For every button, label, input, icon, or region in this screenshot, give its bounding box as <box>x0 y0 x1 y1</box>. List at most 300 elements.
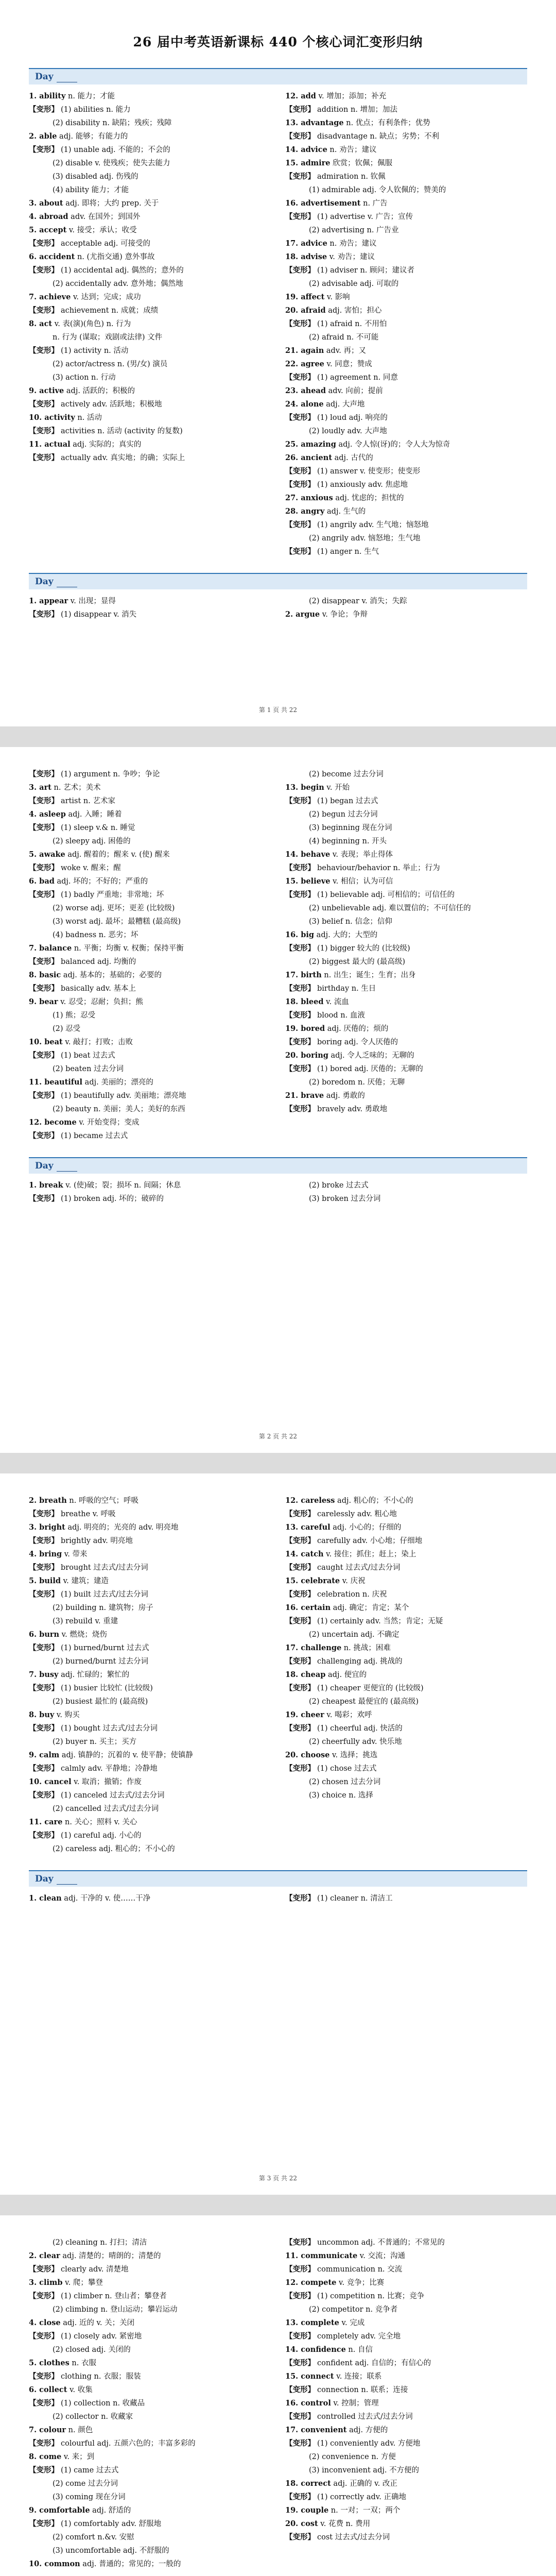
variant-text: (2) unbelievable adj. 难以置信的；不可信任的 <box>309 904 471 912</box>
variant-text: (2) advisable adj. 可取的 <box>309 280 399 288</box>
vocab-form-line <box>285 942 527 955</box>
variant-tag: 【变形】 <box>29 1764 59 1773</box>
headword: 6. accident <box>29 252 75 261</box>
column-right <box>285 2236 527 2571</box>
vocab-form-line <box>29 794 271 808</box>
variant-text: (2) chosen 过去分词 <box>309 1778 381 1786</box>
two-column-list <box>29 768 527 1143</box>
variant-text: (1) 熊；忍受 <box>53 1011 96 1020</box>
variant-text: actually adv. 真实地；的确；实际上 <box>61 454 185 462</box>
definition: v. 来；到 <box>61 2453 95 2461</box>
vocab-headword-line <box>29 1036 271 1049</box>
headword: 1. appear <box>29 597 68 605</box>
variant-text: (1) abilities n. 能力 <box>61 106 131 114</box>
vocab-form-line <box>29 170 271 183</box>
headword: 26. ancient <box>285 453 333 462</box>
vocab-form-line <box>29 1588 271 1601</box>
variant-tag: 【变形】 <box>29 2292 59 2300</box>
variant-tag: 【变形】 <box>285 1724 315 1733</box>
variant-text: blood n. 血液 <box>317 1011 365 1020</box>
vocab-headword-line <box>29 1116 271 1129</box>
vocab-headword-line <box>285 505 527 518</box>
headword: 10. common <box>29 2560 80 2568</box>
vocab-form-line <box>29 1129 271 1143</box>
variant-tag: 【变形】 <box>285 266 315 275</box>
vocab-form-line <box>285 1615 527 1628</box>
headword: 7. balance <box>29 944 72 953</box>
vocab-form-line <box>285 835 527 848</box>
vocab-form-line <box>285 768 527 781</box>
variant-tag: 【变形】 <box>285 1563 315 1572</box>
variant-text: completely adv. 完全地 <box>317 2332 401 2341</box>
variant-text: (1) admirable adj. 令人钦佩的；赞美的 <box>309 186 446 194</box>
variant-text: uncommon adj. 不普通的；不常见的 <box>317 2239 445 2247</box>
vocab-form-line <box>29 1842 271 1856</box>
variant-text: (2) burned/burnt 过去分词 <box>53 1657 149 1666</box>
vocab-form-line <box>29 2531 271 2544</box>
variant-tag: 【变形】 <box>285 413 315 422</box>
vocab-form-line <box>29 1802 271 1816</box>
page-number: 第 2 页 共 22 <box>258 1433 298 1440</box>
definition: adj. 近的 v. 关；关闭 <box>60 2319 135 2327</box>
vocab-headword-line <box>285 848 527 861</box>
headword: 9. calm <box>29 1751 60 1759</box>
vocab-form-line <box>29 1601 271 1615</box>
variant-tag: 【变形】 <box>285 547 315 556</box>
vocab-headword-line <box>29 2316 271 2330</box>
headword: 11. actual <box>29 440 71 449</box>
variant-text: brightly adv. 明亮地 <box>61 1537 133 1545</box>
variant-text: controlled 过去式/过去分词 <box>317 2413 413 2421</box>
variant-text: (3) rebuild v. 重建 <box>53 1617 118 1625</box>
headword: 18. correct <box>285 2479 331 2488</box>
vocab-form-line <box>285 478 527 492</box>
vocab-headword-line <box>285 384 527 398</box>
vocab-form-line <box>29 264 271 277</box>
vocab-form-line <box>29 398 271 411</box>
variant-text: (2) careless adj. 粗心的；不小心的 <box>53 1845 175 1853</box>
variant-tag: 【变形】 <box>29 796 59 805</box>
vocab-form-line <box>285 103 527 116</box>
variant-text: (2) comfort n.&v. 安慰 <box>53 2533 134 2541</box>
headword: 6. burn <box>29 1630 60 1639</box>
vocab-form-line <box>285 277 527 291</box>
vocab-form-line <box>285 1062 527 1076</box>
vocab-form-line <box>285 518 527 532</box>
definition: adv. 向前；提前 <box>325 387 383 395</box>
variant-text: clothing n. 衣服；服装 <box>61 2372 141 2381</box>
variant-text: (1) believable adj. 可相信的；可信任的 <box>317 891 455 899</box>
vocab-headword-line <box>285 90 527 103</box>
variant-tag: 【变形】 <box>285 1894 315 1903</box>
vocab-headword-line <box>29 2383 271 2397</box>
variant-text: (1) became 过去式 <box>61 1132 128 1140</box>
vocab-headword-line <box>285 2504 527 2517</box>
vocab-headword-line <box>29 1628 271 1641</box>
variant-text: (1) bought 过去式/过去分词 <box>61 1724 158 1733</box>
vocab-form-line <box>285 2437 527 2450</box>
variant-text: (1) activity n. 活动 <box>61 347 129 355</box>
definition: v. 流血 <box>323 998 349 1006</box>
variant-tag: 【变形】 <box>29 1051 59 1060</box>
vocab-form-line <box>29 835 271 848</box>
vocab-form-line <box>29 237 271 250</box>
day-label: Day <box>35 72 54 82</box>
variant-text: (2) beaten 过去分词 <box>53 1065 124 1073</box>
vocab-headword-line <box>29 2357 271 2370</box>
headword: 3. bright <box>29 1523 65 1532</box>
variant-tag: 【变形】 <box>285 172 315 181</box>
vocab-form-line <box>29 982 271 995</box>
definition: adj. 即将；大约 prep. 关于 <box>63 199 159 208</box>
definition: adj. 坏的；不好的；严重的 <box>54 877 148 886</box>
definition: v. 表(演)(角色) n. 行为 <box>52 320 131 328</box>
vocab-form-line <box>29 157 271 170</box>
variant-tag: 【变形】 <box>29 1131 59 1140</box>
column-left <box>29 90 271 558</box>
definition: adj. 便宜的 <box>325 1671 367 1679</box>
vocab-form-line <box>29 143 271 157</box>
vocab-form-line <box>285 1722 527 1735</box>
headword: 14. advice <box>285 145 327 154</box>
variant-text: (2) advertising n. 广告业 <box>309 226 399 234</box>
definition: v. 接住；抓住；赶上；染上 <box>323 1550 416 1558</box>
headword: 19. cheer <box>285 1710 324 1719</box>
vocab-form-line <box>29 371 271 384</box>
variant-text: (1) collection n. 收藏品 <box>61 2399 145 2408</box>
vocab-form-line <box>29 1735 271 1749</box>
definition: v. 燃烧；烧伤 <box>59 1631 107 1639</box>
vocab-headword-line <box>29 438 271 451</box>
vocab-form-line <box>285 595 527 608</box>
variant-tag: 【变形】 <box>29 2519 59 2528</box>
headword: 5. build <box>29 1577 61 1585</box>
definition: adj. 基本的；基础的；必要的 <box>61 971 162 979</box>
vocab-form-line <box>285 1682 527 1695</box>
vocab-form-line <box>285 1655 527 1668</box>
two-column-list <box>29 595 527 621</box>
headword: 15. believe <box>285 877 331 886</box>
definition: v. 劝告；建议 <box>327 253 375 261</box>
headword: 21. brave <box>285 1091 324 1100</box>
vocab-form-line <box>285 1192 527 1206</box>
variant-tag: 【变形】 <box>29 823 59 832</box>
vocab-headword-line <box>29 1179 271 1192</box>
vocab-form-line <box>285 2464 527 2477</box>
definition: 欣赏；钦佩；佩服 <box>330 159 393 167</box>
variant-tag: 【变形】 <box>29 2399 59 2408</box>
variant-text: (1) disappear v. 消失 <box>61 611 137 619</box>
vocab-headword-line <box>29 1494 271 1507</box>
variant-text: (3) belief n. 信念；信仰 <box>309 918 392 926</box>
vocab-form-line <box>29 1049 271 1062</box>
vocab-form-line <box>285 130 527 143</box>
headword: 8. buy <box>29 1710 55 1719</box>
vocab-form-line <box>29 821 271 835</box>
definition: adj. 粗心的；不小心的 <box>335 1497 413 1505</box>
vocab-headword-line <box>285 2343 527 2357</box>
variant-tag: 【变形】 <box>285 1064 315 1073</box>
vocab-headword-line <box>285 143 527 157</box>
definition: adj. 美丽的；漂亮的 <box>82 1078 153 1087</box>
variant-text: communication n. 交流 <box>317 2265 403 2274</box>
vocab-headword-line <box>29 197 271 210</box>
variant-text: carelessly adv. 粗心地 <box>317 1510 397 1518</box>
variant-text: cost 过去式/过去分词 <box>317 2533 390 2541</box>
headword: 16. certain <box>285 1603 331 1612</box>
headword: 17. challenge <box>285 1643 342 1652</box>
vocab-form-line <box>29 1641 271 1655</box>
vocab-headword-line <box>285 1641 527 1655</box>
variant-text: (2) climbing n. 登山运动；攀岩运动 <box>53 2306 178 2314</box>
variant-text: (3) choice n. 选择 <box>309 1791 373 1800</box>
definition: v. 达到；完成；成功 <box>71 293 141 301</box>
vocab-headword-line <box>285 608 527 621</box>
headword: 18. advise <box>285 252 327 261</box>
headword: 1. ability <box>29 92 66 100</box>
headword: 20. choose <box>285 1751 330 1759</box>
variant-text: (2) cleaning n. 打扫；清洁 <box>53 2239 147 2247</box>
variant-tag: 【变形】 <box>285 863 315 872</box>
vocab-form-line <box>285 902 527 915</box>
headword: 10. cancel <box>29 1777 72 1786</box>
vocab-form-line <box>29 768 271 781</box>
definition: adj. 醒着的；醒来 v. (使) 醒来 <box>65 851 170 859</box>
headword: 21. again <box>285 346 324 355</box>
vocab-form-line <box>29 1062 271 1076</box>
headword: 7. busy <box>29 1670 59 1679</box>
vocab-form-line <box>29 1534 271 1548</box>
definition: adj. 厌倦的；烦的 <box>325 1025 389 1033</box>
vocab-form-line <box>285 794 527 808</box>
vocab-form-line <box>285 888 527 902</box>
vocab-headword-line <box>29 1816 271 1829</box>
variant-tag: 【变形】 <box>285 319 315 328</box>
variant-text: (1) sleep v.& n. 睡觉 <box>61 824 135 832</box>
headword: 5. awake <box>29 850 65 859</box>
variant-text: (4) badness n. 恶劣；坏 <box>53 931 138 939</box>
column-left <box>29 595 271 621</box>
vocab-form-line <box>285 1009 527 1022</box>
variant-text: (1) careful adj. 小心的 <box>61 1832 142 1840</box>
variant-tag: 【变形】 <box>285 2439 315 2448</box>
vocab-form-line <box>29 2490 271 2504</box>
vocab-form-line <box>29 183 271 197</box>
variant-tag: 【变形】 <box>29 2466 59 2475</box>
definition: n. 关心；照料 v. 关心 <box>62 1818 137 1826</box>
definition: n. 出生；诞生；生育；出身 <box>321 971 416 979</box>
day-label: Day <box>35 1161 54 1171</box>
variant-text: (2) building n. 建筑物；房子 <box>53 1604 153 1612</box>
variant-text: calmly adv. 平静地；冷静地 <box>61 1765 158 1773</box>
variant-text: (1) angrily adv. 生气地；恼怒地 <box>317 521 429 529</box>
variant-tag: 【变形】 <box>285 105 315 114</box>
definition: v. 敲打；打败；击败 <box>62 1038 133 1046</box>
headword: 9. comfortable <box>29 2506 90 2515</box>
definition: v. 竞争；比赛 <box>336 2279 385 2287</box>
variant-tag: 【变形】 <box>29 1684 59 1692</box>
variant-tag: 【变形】 <box>285 890 315 899</box>
vocab-form-line <box>29 344 271 358</box>
headword: 14. behave <box>285 850 331 859</box>
vocab-headword-line <box>29 317 271 331</box>
vocab-form-line <box>29 2263 271 2276</box>
vocab-headword-line <box>29 1892 271 1905</box>
variant-tag: 【变形】 <box>29 984 59 993</box>
headword: 11. beautiful <box>29 1078 83 1087</box>
column-right <box>285 1494 527 1856</box>
vocab-form-line <box>285 2450 527 2464</box>
variant-text: (2) busiest 最忙的 (最高级) <box>53 1698 148 1706</box>
variant-text: (4) ability 能力；才能 <box>53 186 129 194</box>
vocab-form-line <box>29 608 271 621</box>
variant-text: (2) closed adj. 关闭的 <box>53 2346 131 2354</box>
vocab-form-line <box>285 371 527 384</box>
headword: 8. come <box>29 2452 62 2461</box>
variant-text: (2) actor/actress n. (男/女) 演员 <box>53 360 168 368</box>
variant-tag: 【变形】 <box>285 373 315 382</box>
variant-tag: 【变形】 <box>29 1091 59 1100</box>
headword: 18. bleed <box>285 997 324 1006</box>
definition: n. 一对；一双；两个 <box>328 2506 401 2515</box>
column-right <box>285 595 527 621</box>
headword: 19. bored <box>285 1024 325 1033</box>
definition: adj. 舒适的 <box>90 2506 131 2515</box>
variant-text: (1) broken adj. 坏的；破碎的 <box>61 1195 164 1203</box>
variant-tag: 【变形】 <box>285 520 315 529</box>
vocab-headword-line <box>285 1049 527 1062</box>
headword: 20. afraid <box>285 306 326 315</box>
definition: v. 增加；添加；补充 <box>316 92 387 100</box>
variant-tag: 【变形】 <box>285 1657 315 1666</box>
vocab-form-line <box>285 224 527 237</box>
vocab-headword-line <box>285 1749 527 1762</box>
variant-tag: 【变形】 <box>285 2265 315 2274</box>
vocab-form-line <box>29 1695 271 1708</box>
variant-text: (1) loud adj. 响亮的 <box>317 414 388 422</box>
variant-text: (1) adviser n. 顾问；建议者 <box>317 266 415 275</box>
vocab-headword-line <box>285 197 527 210</box>
column-right <box>285 1892 527 1905</box>
variant-text: (3) coming 现在分词 <box>53 2493 126 2501</box>
variant-text: (1) began 过去式 <box>317 797 378 805</box>
definition: n. 挑战；困难 <box>341 1644 391 1652</box>
definition: adj. 镇静的；沉着的 v. 使平静；使镇静 <box>59 1751 193 1759</box>
vocab-headword-line <box>29 1775 271 1789</box>
headword: 20. boring <box>285 1051 328 1060</box>
definition: adj. 小心的；仔细的 <box>330 1523 402 1532</box>
vocab-form-line <box>29 358 271 371</box>
variant-text: (1) afraid n. 不用怕 <box>317 320 387 328</box>
vocab-headword-line <box>29 1708 271 1722</box>
variant-tag: 【变形】 <box>29 427 59 435</box>
definition: n. 活动 <box>75 414 102 422</box>
vocab-headword-line <box>29 384 271 398</box>
vocab-form-line <box>285 264 527 277</box>
variant-text: (1) burned/burnt 过去式 <box>61 1644 149 1652</box>
vocab-form-line <box>29 1722 271 1735</box>
vocab-form-line <box>29 888 271 902</box>
definition: n. 广告 <box>360 199 388 208</box>
vocab-form-line <box>285 2410 527 2424</box>
variant-tag: 【变形】 <box>29 1590 59 1599</box>
definition: n. 颜色 <box>66 2426 93 2434</box>
variant-text: carefully adv. 小心地；仔细地 <box>317 1537 423 1545</box>
variant-text: (2) come 过去分词 <box>53 2480 118 2488</box>
variant-text: (1) built 过去式/过去分词 <box>61 1590 148 1599</box>
definition: adv. 在国外；到国外 <box>68 213 141 221</box>
day-header <box>29 1870 527 1887</box>
variant-text: (1) beat 过去式 <box>61 1052 115 1060</box>
definition: v. 完成 <box>339 2319 365 2327</box>
headword: 17. advice <box>285 239 327 248</box>
vocab-headword-line <box>29 90 271 103</box>
vocab-headword-line <box>29 2557 271 2571</box>
variant-text: brought 过去式/过去分词 <box>61 1564 148 1572</box>
vocab-form-line <box>29 2303 271 2316</box>
vocab-headword-line <box>285 781 527 794</box>
vocab-headword-line <box>285 1022 527 1036</box>
definition: adj. 害怕；担心 <box>325 307 382 315</box>
headword: 22. agree <box>285 360 324 368</box>
variant-text: (2) loudly adv. 大声地 <box>309 427 387 435</box>
headword: 9. bear <box>29 997 58 1006</box>
variant-text: (2) accidentally adv. 意外地；偶然地 <box>53 280 183 288</box>
headword: 11. care <box>29 1818 63 1826</box>
variant-tag: 【变形】 <box>285 2359 315 2367</box>
variant-tag: 【变形】 <box>285 1536 315 1545</box>
definition: v. 开始 <box>324 784 350 792</box>
variant-text: (1) answer v. 使变形；使变形 <box>317 467 421 476</box>
variant-text: (2) biggest 最大的 (最高级) <box>309 958 406 966</box>
definition: adj. 正确的 v. 改正 <box>331 2480 397 2488</box>
variant-text: (2) buyer n. 买主；买方 <box>53 1738 137 1746</box>
vocab-headword-line <box>285 1494 527 1507</box>
headword: 2. able <box>29 132 57 141</box>
variant-tag: 【变形】 <box>285 1510 315 1518</box>
vocab-headword-line <box>285 492 527 505</box>
headword: 16. control <box>285 2399 331 2408</box>
variant-text: (1) accidental adj. 偶然的；意外的 <box>61 266 184 275</box>
vocab-form-line <box>29 1829 271 1842</box>
definition: n. 能力；才能 <box>65 92 115 100</box>
vocab-headword-line <box>285 2249 527 2263</box>
headword: 12. compete <box>285 2278 337 2287</box>
definition: v. 连接；联系 <box>334 2372 382 2381</box>
vocab-headword-line <box>285 344 527 358</box>
variant-tag: 【变形】 <box>29 306 59 315</box>
vocab-headword-line <box>285 875 527 888</box>
vocab-form-line <box>29 902 271 915</box>
headword: 18. cheap <box>285 1670 326 1679</box>
variant-text: bravely adv. 勇敢地 <box>317 1105 388 1113</box>
variant-tag: 【变形】 <box>29 2332 59 2341</box>
variant-text: (2) 忍受 <box>53 1025 81 1033</box>
headword: 14. confidence <box>285 2345 346 2354</box>
variant-text: admiration n. 钦佩 <box>317 173 386 181</box>
vocab-form-line <box>285 1561 527 1574</box>
variant-tag: 【变形】 <box>285 2332 315 2341</box>
vocab-form-line <box>285 2383 527 2397</box>
day-header <box>29 68 527 84</box>
page-number: 第 3 页 共 22 <box>258 2175 298 2182</box>
vocab-form-line <box>29 1022 271 1036</box>
variant-text: clearly adv. 清楚地 <box>61 2265 129 2274</box>
vocab-headword-line <box>285 116 527 130</box>
headword: 13. begin <box>285 783 324 792</box>
headword: 3. climb <box>29 2278 63 2287</box>
vocab-headword-line <box>29 130 271 143</box>
